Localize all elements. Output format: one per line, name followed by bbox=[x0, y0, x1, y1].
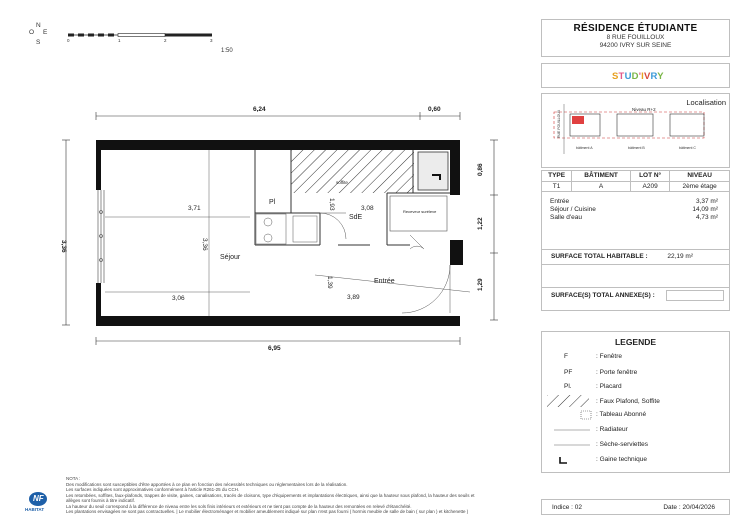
legend-item-placard bbox=[542, 382, 729, 394]
total-annexe-value-field bbox=[666, 290, 724, 301]
legend-label: : Gaine technique bbox=[596, 456, 647, 463]
legal-notes bbox=[66, 476, 486, 515]
room-entree bbox=[550, 198, 718, 205]
nf-top-text: NF bbox=[33, 494, 44, 503]
loc-building-a: bâtiment A bbox=[576, 146, 593, 150]
loc-street: RUE FOUILLOUX bbox=[557, 109, 561, 138]
soffite-label: soffite bbox=[336, 180, 348, 185]
room-area: 14,09 m² bbox=[692, 206, 718, 213]
sde-label: SdE bbox=[349, 214, 363, 221]
compass-s: S bbox=[36, 39, 41, 46]
dim-308: 3,08 bbox=[361, 205, 374, 212]
doors bbox=[320, 213, 450, 313]
legend-label: : Porte fenêtre bbox=[596, 369, 638, 376]
hdr-batiment: BÂTIMENT bbox=[572, 171, 631, 181]
legend-label: : Radiateur bbox=[596, 426, 628, 433]
room-name: Séjour / Cuisine bbox=[550, 206, 596, 213]
hdr-lot: LOT N° bbox=[630, 171, 669, 181]
residence-title-box bbox=[541, 19, 730, 57]
loc-building-c: bâtiment C bbox=[679, 146, 696, 150]
legend-label: : Faux Plafond, Soffite bbox=[596, 398, 660, 405]
note-line: La hauteur du seuil correspond à la différence de niveau entre les sols finis intérieurs et extérieurs et ne tient pas compte de la hauteur des remontées en relevé d'étanchéité. bbox=[66, 503, 412, 509]
window-left bbox=[98, 190, 104, 283]
scale-tick-2: 2 bbox=[164, 38, 167, 43]
dim-right-3: 1,29 bbox=[477, 278, 484, 291]
nf-bottom-text: HABITAT bbox=[25, 507, 45, 512]
loc-level: Niveau R+2 bbox=[632, 107, 656, 112]
dim-139: 1,39 bbox=[326, 276, 333, 289]
dim-right-1: 0,86 bbox=[477, 163, 484, 176]
gaine-technique bbox=[418, 152, 448, 190]
brand-letter: S bbox=[612, 71, 619, 82]
legend-label: : Fenêtre bbox=[596, 353, 623, 360]
seche-serviettes-icon bbox=[554, 442, 594, 448]
brand-letter: U bbox=[624, 71, 632, 82]
studivry-logo bbox=[612, 71, 664, 82]
placard-label: Pl bbox=[269, 199, 276, 206]
tableau-abonne-icon bbox=[580, 410, 592, 420]
dim-room-width-top: 3,71 bbox=[188, 205, 201, 212]
dim-193: 1,93 bbox=[328, 198, 335, 211]
dim-room-height: 3,36 bbox=[201, 238, 208, 251]
brand-letter: T bbox=[618, 71, 625, 82]
date-text: Date : 20/04/2026 bbox=[663, 504, 715, 511]
nf-habitat-logo bbox=[23, 492, 53, 514]
legend-title: LEGENDE bbox=[614, 337, 657, 347]
hatch-symbol-icon bbox=[547, 395, 589, 407]
lot-info-box bbox=[541, 170, 730, 311]
localisation-map bbox=[542, 94, 729, 167]
legend-item-fenetre bbox=[542, 352, 729, 364]
legend-label: : Placard bbox=[596, 383, 622, 390]
legend-label: : Tableau Abonné bbox=[596, 411, 647, 418]
val-niveau: 2ème étage bbox=[670, 181, 729, 191]
dim-bottom: 6,95 bbox=[268, 345, 281, 352]
note-line: NOTA : bbox=[66, 476, 81, 481]
dim-top-main: 6,24 bbox=[253, 106, 266, 113]
total-habitable-label: SURFACE TOTAL HABITABLE : bbox=[551, 253, 648, 260]
index-text: Indice : 02 bbox=[552, 504, 582, 511]
lot-table bbox=[542, 171, 729, 192]
radiateur-icon bbox=[554, 427, 594, 433]
scale-tick-1: 1 bbox=[118, 38, 121, 43]
total-annexe-label: SURFACE(S) TOTAL ANNEXE(S) : bbox=[551, 292, 655, 299]
compass-e: E bbox=[43, 29, 48, 36]
brand-box bbox=[541, 63, 730, 88]
brand-letter: D bbox=[631, 71, 639, 82]
soffite-hatch bbox=[291, 150, 414, 193]
localisation-box bbox=[541, 93, 730, 168]
val-lot: A209 bbox=[630, 181, 669, 191]
dim-389: 3,89 bbox=[347, 294, 360, 301]
address-line-2: 94200 IVRY SUR SEINE bbox=[599, 42, 672, 49]
scale-tick-3: 3 bbox=[210, 38, 213, 43]
legend-item-gaine bbox=[542, 455, 729, 467]
localisation-title: Localisation bbox=[686, 98, 726, 107]
legend-box bbox=[541, 331, 730, 473]
room-name: Entrée bbox=[550, 198, 570, 205]
address-line-1: 8 RUE FOUILLOUX bbox=[606, 34, 665, 41]
entree-label: Entrée bbox=[374, 278, 395, 285]
scale-tick-0: 0 bbox=[67, 38, 70, 43]
loc-building-b: bâtiment B bbox=[628, 146, 645, 150]
room-name: Salle d'eau bbox=[550, 214, 582, 221]
note-line: Les surfaces indiquées sont approximatives conformément à l'article R261-25 du CCH. bbox=[66, 487, 240, 492]
kitchenette bbox=[256, 214, 317, 244]
legend-item-soffite bbox=[542, 397, 729, 409]
brand-letter: V bbox=[644, 71, 651, 82]
dim-top-side: 0,60 bbox=[428, 106, 441, 113]
brand-letter: R bbox=[650, 71, 658, 82]
sejour-label: Séjour bbox=[220, 254, 241, 261]
legend-item-seche bbox=[542, 440, 729, 452]
scale-ratio: 1:50 bbox=[221, 48, 233, 54]
room-area: 4,73 m² bbox=[695, 214, 718, 221]
note-line: Des modifications sont susceptibles d'être apportées à ce plan en fonction des nécessités techniques ou réglementaires lors de la réalisation. bbox=[66, 481, 348, 487]
brand-letter: Y bbox=[657, 71, 664, 82]
val-batiment: A bbox=[572, 181, 631, 191]
compass-n: N bbox=[36, 22, 41, 29]
legend-item-radiateur bbox=[542, 425, 729, 437]
note-line: Les retombées, soffites, faux-plafonds, trappes de visite, gaines, canalisations, tracés de cloisons, type d'équipements et implantations électriques, ainsi que la hauteur sous plafond, la hauteur des seuils et allèges sont fournis à titre indicatif. bbox=[66, 492, 475, 503]
compass-rose bbox=[29, 22, 48, 46]
val-type: T1 bbox=[542, 181, 572, 191]
legend-label: : Sèche-serviettes bbox=[596, 441, 649, 448]
brand-letter: I bbox=[641, 71, 644, 82]
residence-title: RÉSIDENCE ÉTUDIANTE bbox=[573, 23, 698, 34]
room-salle-eau bbox=[550, 214, 718, 221]
dim-left: 3,36 bbox=[60, 240, 67, 253]
compass-o: O bbox=[29, 29, 35, 36]
receveur-label: Receveur suréleve bbox=[403, 209, 437, 214]
gaine-technique-icon bbox=[558, 455, 570, 465]
room-sejour bbox=[550, 206, 718, 213]
total-habitable-value: 22,19 m² bbox=[667, 253, 693, 260]
footer-index-box bbox=[541, 499, 730, 515]
legend-item-tableau bbox=[542, 410, 729, 422]
dim-right-2: 1,22 bbox=[477, 217, 484, 230]
legend-symbol: Pl. bbox=[564, 383, 572, 390]
legend-symbol: PF bbox=[564, 369, 573, 376]
hdr-type: TYPE bbox=[542, 171, 572, 181]
dim-room-width-bottom: 3,06 bbox=[172, 295, 185, 302]
hdr-niveau: NIVEAU bbox=[670, 171, 729, 181]
legend-item-porte-fenetre bbox=[542, 368, 729, 380]
legend-symbol: F bbox=[564, 353, 568, 360]
brand-letter: ' bbox=[638, 71, 642, 82]
note-line: Les plantations envisagées ne sont pas contractuelles. | Le mobilier électroménager et mobilier ameublement indiqué sur plan n'est pas fourni ( hormis meuble de salle de bain ( sur plan ) et kitchenette ) bbox=[66, 509, 469, 514]
room-area: 3,37 m² bbox=[695, 198, 718, 205]
scale-bar bbox=[67, 34, 233, 55]
